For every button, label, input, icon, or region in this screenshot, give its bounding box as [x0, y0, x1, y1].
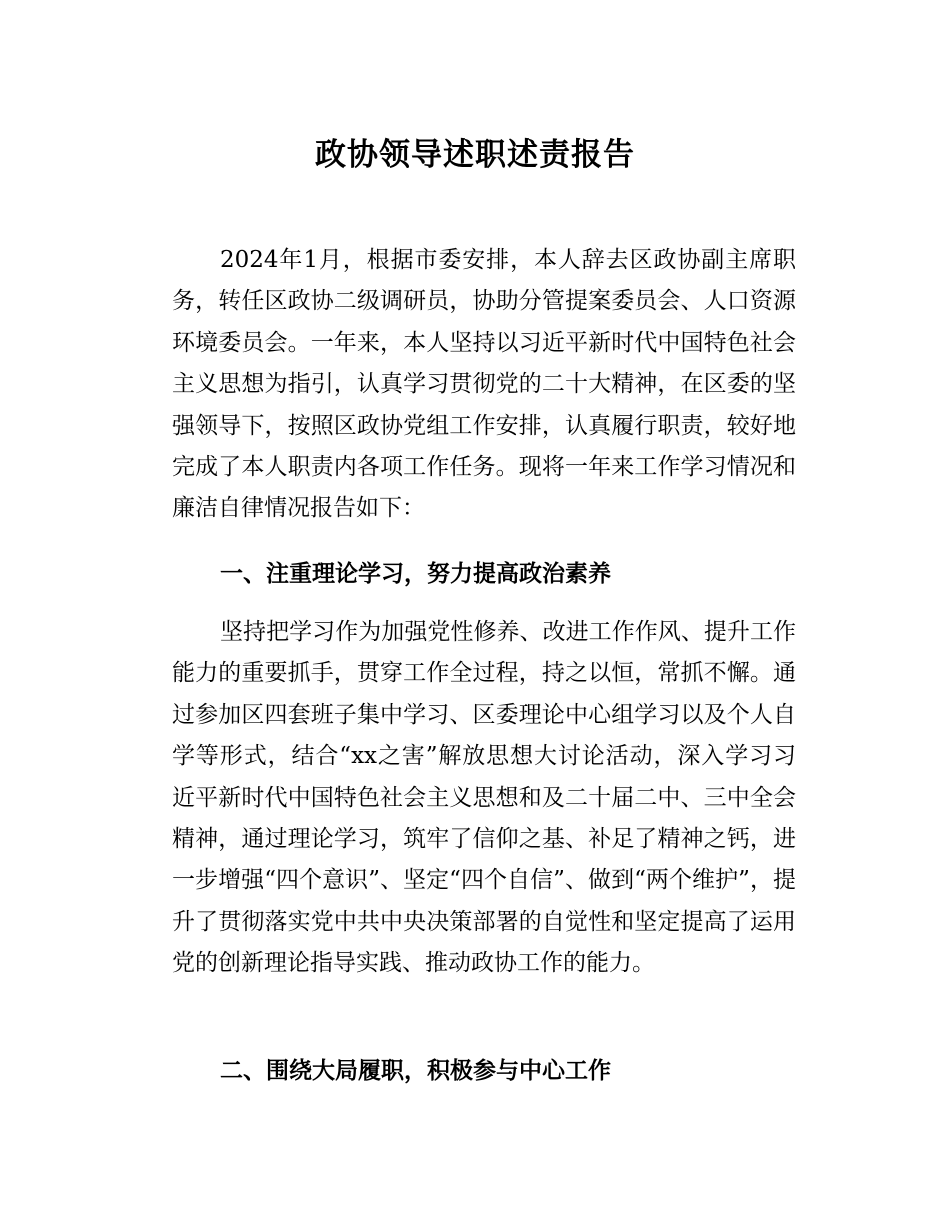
- section-heading-2: 二、围绕大局履职，积极参与中心工作: [220, 1058, 611, 1084]
- intro-paragraph: 2024年1月，根据市委安排，本人辞去区政协副主席职务，转任区政协二级调研员，协助分管提案委员会、人口资源环境委员会。一年来，本人坚持以习近平新时代中国特色社会主义思想为指引，认真学习贯彻党的二十大精神，在区委的坚强领导下，按照区政协党组工作安排，认真履行职责，较好地完成了本人职责内各项工作任务。现将一年来工作学习情况和廉洁自律情况报告如下：: [172, 247, 796, 522]
- section-heading-1: 一、注重理论学习，努力提高政治素养: [220, 561, 611, 587]
- document-title: 政协领导述职述责报告: [315, 136, 635, 173]
- section-1-paragraph: 坚持把学习作为加强党性修养、改进工作作风、提升工作能力的重要抓手，贯穿工作全过程，持之以恒，常抓不懈。通过参加区四套班子集中学习、区委理论中心组学习以及个人自学等形式，结合“xx之害”解放思想大讨论活动，深入学习习近平新时代中国特色社会主义思想和及二十届二中、三中全会精神，通过理论学习，筑牢了信仰之基、补足了精神之钙，进一步增强“四个意识”、坚定“四个自信”、做到“两个维护”，提升了贯彻落实党中共中央决策部署的自觉性和坚定提高了运用党的创新理论指导实践、推动政协工作的能力。: [172, 619, 796, 977]
